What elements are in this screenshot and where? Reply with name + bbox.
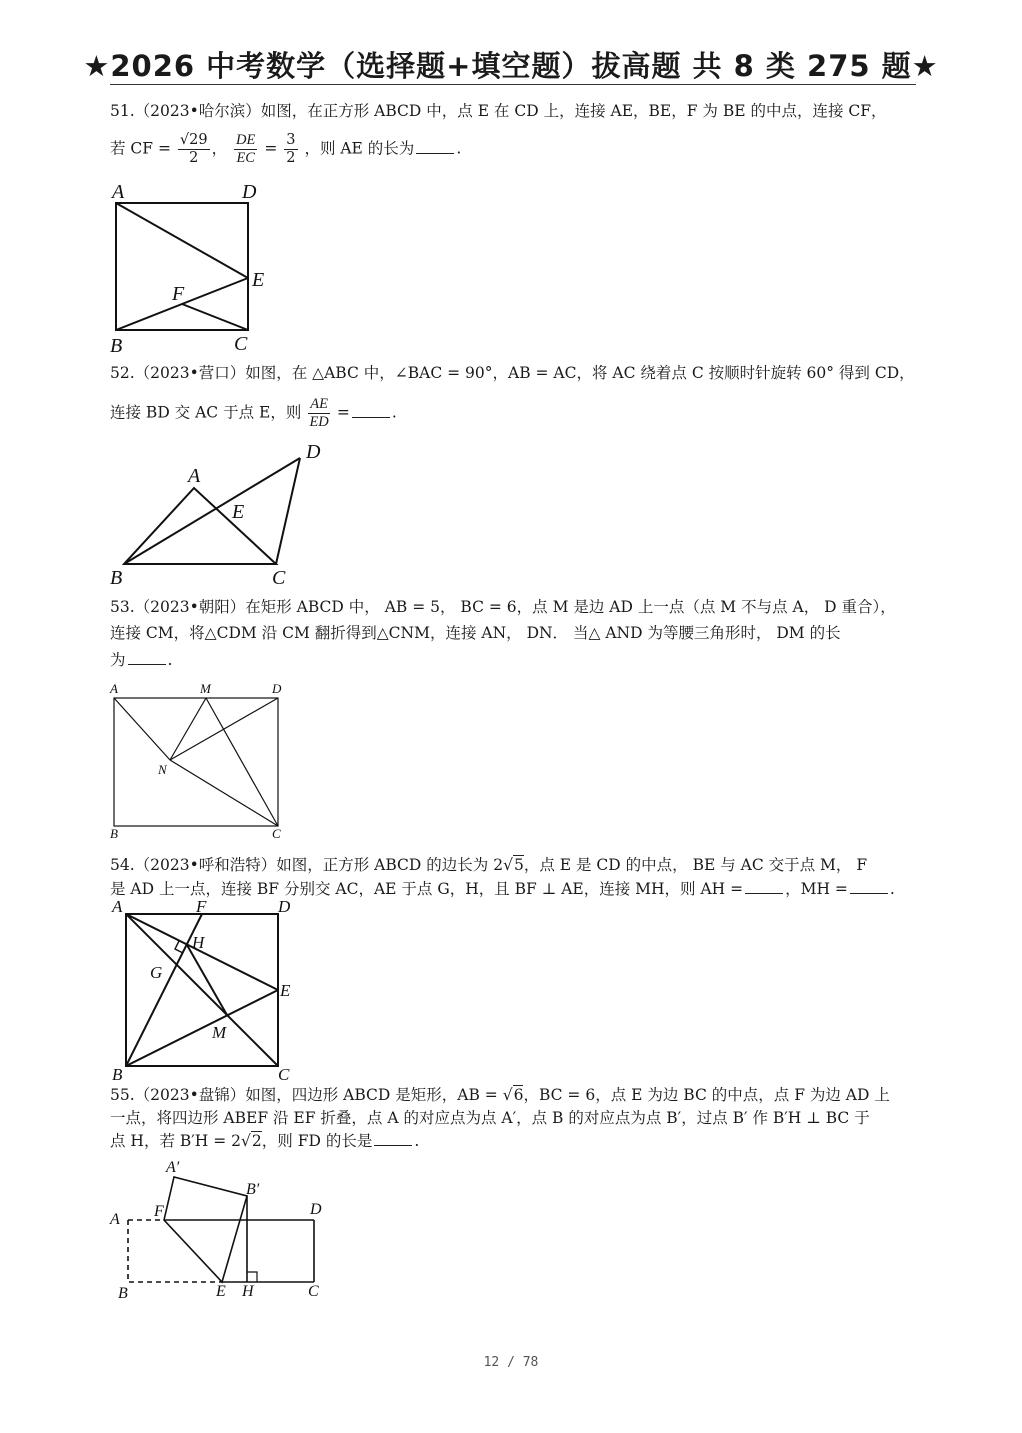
label-b: B <box>112 1065 123 1084</box>
answer-blank[interactable] <box>374 1131 412 1146</box>
segment-cn <box>170 760 278 826</box>
problem-text: ，BC = 6，点 E 为边 BC 的中点，点 F 为边 AD 上 <box>523 1086 890 1104</box>
problem-text: 若 CF = <box>110 139 171 158</box>
label-a: A <box>110 1211 120 1228</box>
original-ab-be-dashed <box>128 1220 222 1282</box>
label-f: F <box>196 897 207 916</box>
label-b-prime: B′ <box>246 1181 260 1198</box>
problem-text: ，MH = <box>785 880 848 898</box>
label-c: C <box>308 1283 319 1300</box>
label-a: A <box>112 181 125 203</box>
segment-mn <box>170 698 206 760</box>
fraction-denominator: EC <box>236 150 255 166</box>
segment-an <box>114 698 170 760</box>
problem-source: （2023•呼和浩特） <box>134 856 277 874</box>
value-fraction <box>284 132 297 167</box>
label-c: C <box>272 567 286 589</box>
answer-blank-ah[interactable] <box>745 879 783 894</box>
fraction-numerator: √29 <box>179 132 208 148</box>
ratio-fraction <box>234 132 257 167</box>
fraction-numerator: AE <box>310 396 328 412</box>
label-b: B <box>110 567 123 589</box>
problem-52-line2: 连接 BD 交 AC 于点 E，则 $\frac{AE}{ED}$ = . <box>110 396 397 430</box>
answer-blank-mh[interactable] <box>850 879 888 894</box>
problem-source: （2023•营口） <box>134 364 246 382</box>
segment-bf <box>126 914 202 1066</box>
problem-text: ，则 AE 的长为 <box>304 139 415 158</box>
segment-cd <box>276 458 300 564</box>
problem-text: 点 H，若 B′H = 2 <box>110 1132 242 1150</box>
problem-text: 连接 CM，将△CDM 沿 CM 翻折得到△CNM，连接 AN， DN． 当△ AND 为等腰三角形时， DM 的长 <box>110 624 841 642</box>
problem-number: 54. <box>110 856 135 874</box>
problem-number: 51. <box>110 102 135 120</box>
problem-number: 52. <box>110 364 135 382</box>
figure-52 <box>108 440 338 590</box>
label-d: D <box>272 681 282 696</box>
equals-sign: = <box>336 403 350 422</box>
fraction-numerator: DE <box>236 132 256 148</box>
triangle-abc <box>124 488 276 564</box>
equals-sign: = <box>264 139 278 158</box>
label-d: D <box>278 897 291 916</box>
problem-text: ，则 FD 的长是 <box>261 1132 373 1150</box>
problem-54-line1: 54.（2023•呼和浩特）如图，正方形 ABCD 的边长为 2√5，点 E 是 CD 的中点， BE 与 AC 交于点 M， F <box>110 856 868 874</box>
label-e: E <box>216 1283 226 1300</box>
segment-dn <box>170 698 278 760</box>
problem-number: 53. <box>110 598 135 616</box>
problem-text: 连接 BD 交 AC 于点 E，则 <box>110 403 302 422</box>
segment-cm <box>206 698 278 826</box>
fraction-numerator: 3 <box>286 132 296 148</box>
problem-text: 是 AD 上一点，连接 BF 分别交 AC，AE 于点 G，H，且 BF ⊥ AE，连接 MH，则 AH = <box>110 880 744 898</box>
rectangle-abcd <box>114 698 278 826</box>
folded-quadrilateral <box>164 1177 247 1282</box>
label-e: E <box>232 501 245 523</box>
fraction-denominator: 2 <box>286 150 296 166</box>
problem-51-line2: 若 CF = $\frac{√29}{2}$ ， $\frac{DE}{EC}$ = $\frac{3}{2}$ ，则 AE 的长为 . <box>110 132 462 166</box>
label-c: C <box>272 826 281 841</box>
segment-be <box>126 990 278 1066</box>
problem-text: 一点，将四边形 ABEF 沿 EF 折叠，点 A 的对应点为点 A′，点 B 的对应点为点 B′，过点 B′ 作 B′H ⊥ BC 于 <box>110 1109 870 1127</box>
label-h: H <box>192 933 205 952</box>
page-header-title: ★2026 中考数学（选择题+填空题）拔高题 共 8 类 275 题★ <box>83 49 939 83</box>
label-d: D <box>306 441 321 463</box>
label-a-prime: A′ <box>166 1159 180 1176</box>
label-b: B <box>110 335 123 357</box>
problem-source: （2023•哈尔滨） <box>134 102 261 120</box>
label-m: M <box>200 681 211 696</box>
problem-source: （2023•盘锦） <box>134 1086 246 1104</box>
figure-54 <box>108 896 308 1086</box>
figure-51 <box>108 178 283 358</box>
label-g: G <box>150 963 163 982</box>
figure-55 <box>108 1150 338 1310</box>
header-rule <box>110 84 916 85</box>
label-d: D <box>310 1201 322 1218</box>
label-n: N <box>158 762 167 777</box>
label-h: H <box>242 1283 254 1300</box>
problem-text: 如图，在 △ABC 中，∠BAC = 90°，AB = AC，将 AC 绕着点 C 按顺时针旋转 60° 得到 CD， <box>245 364 915 382</box>
label-f: F <box>154 1203 164 1220</box>
problem-54-line2: 是 AD 上一点，连接 BF 分别交 AC，AE 于点 G，H，且 BF ⊥ AE，连接 MH，则 AH = ，MH = . <box>110 880 895 898</box>
label-m: M <box>212 1023 227 1042</box>
problem-52-line1 <box>110 363 915 383</box>
figure-53 <box>108 678 298 843</box>
label-b: B <box>110 826 118 841</box>
ratio-fraction <box>308 396 330 431</box>
problem-55-line3: 点 H，若 B′H = 2√2，则 FD 的长是 . <box>110 1132 420 1150</box>
label-c: C <box>234 333 248 355</box>
page-number: 12 / 78 <box>483 1355 539 1370</box>
problem-53-line2 <box>110 623 841 643</box>
label-a: A <box>112 897 123 916</box>
problem-text: 如图，正方形 ABCD 的边长为 2 <box>276 856 504 874</box>
label-e: E <box>280 981 291 1000</box>
fraction-denominator: 2 <box>189 150 199 166</box>
problem-text: ，点 E 是 CD 的中点， BE 与 AC 交于点 M， F <box>523 856 868 874</box>
label-a: A <box>110 681 118 696</box>
answer-blank[interactable] <box>416 139 454 154</box>
answer-blank[interactable] <box>352 403 390 418</box>
problem-text: 如图，在正方形 ABCD 中，点 E 在 CD 上，连接 AE，BE，F 为 BE 的中点，连接 CF， <box>260 102 887 120</box>
radicand: 2 <box>251 1132 262 1150</box>
problem-number: 55. <box>110 1086 135 1104</box>
fraction-denominator: ED <box>309 414 329 430</box>
segment-bd <box>124 458 300 564</box>
segment-ae <box>126 914 278 990</box>
label-a: A <box>188 465 201 487</box>
cf-fraction <box>178 132 210 167</box>
label-f: F <box>172 283 185 305</box>
problem-55-line2 <box>110 1108 870 1128</box>
label-b: B <box>118 1285 128 1302</box>
right-angle-mark <box>247 1272 257 1282</box>
label-d: D <box>242 181 257 203</box>
segment-ae <box>116 203 248 278</box>
segment-cf <box>182 304 248 330</box>
problem-text: 为 <box>110 651 126 669</box>
problem-53-line3: 为 . <box>110 651 173 669</box>
label-e: E <box>252 269 265 291</box>
problem-51-line1 <box>110 101 887 121</box>
problem-text: 在矩形 ABCD 中， AB = 5， BC = 6，点 M 是边 AD 上一点（点 M 不与点 A， D 重合）， <box>245 598 896 616</box>
problem-53-line1 <box>110 597 896 617</box>
problem-55-line1: 55.（2023•盘锦）如图，四边形 ABCD 是矩形，AB = √6，BC = 6，点 E 为边 BC 的中点，点 F 为边 AD 上 <box>110 1086 890 1104</box>
radicand: 5 <box>513 856 524 874</box>
problem-source: （2023•朝阳） <box>134 598 246 616</box>
radicand: 6 <box>513 1086 524 1104</box>
answer-blank[interactable] <box>128 650 166 665</box>
problem-text: 如图，四边形 ABCD 是矩形，AB = <box>245 1086 503 1104</box>
label-c: C <box>278 1065 290 1084</box>
